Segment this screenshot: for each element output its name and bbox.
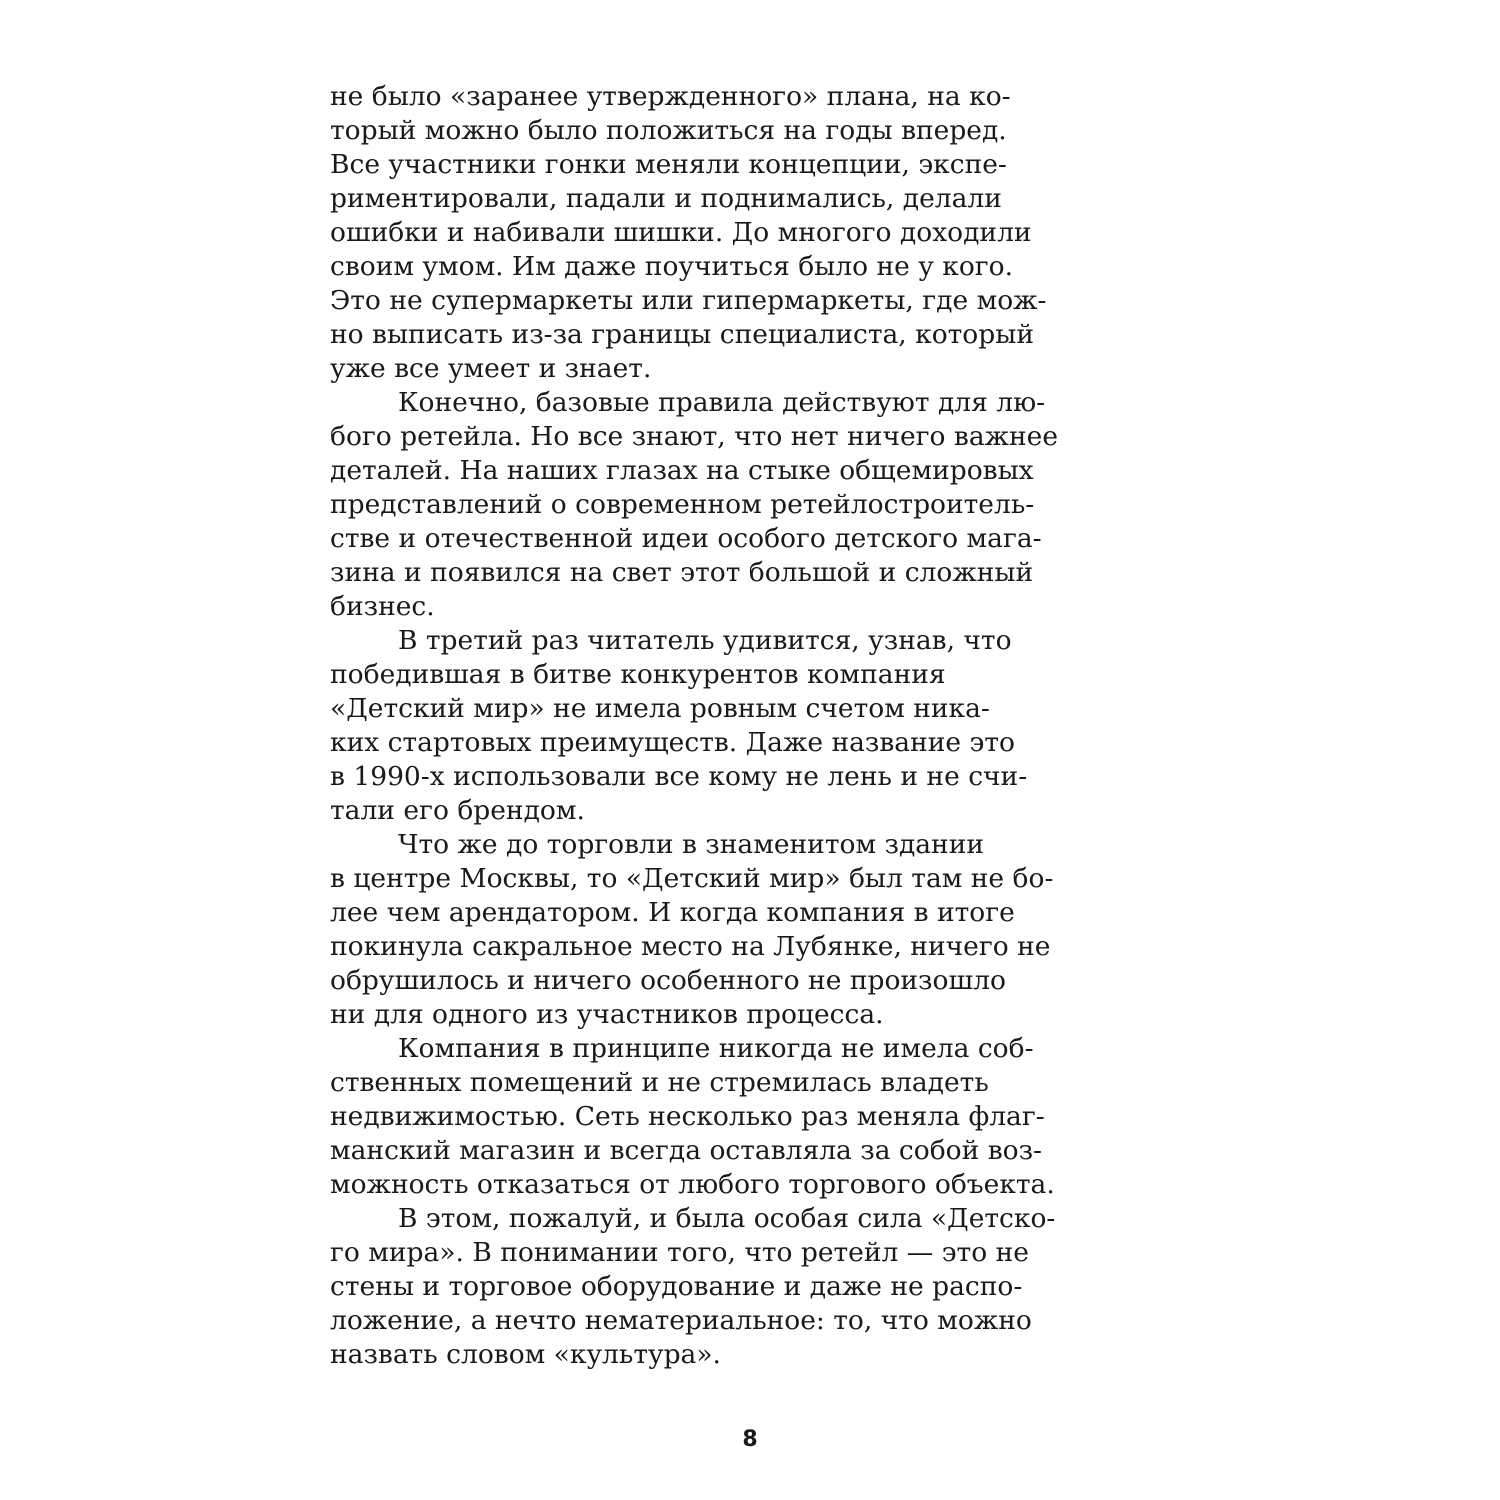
text-line: покинула сакральное место на Лубянке, ничего не <box>330 931 1051 962</box>
body-text <box>330 80 1090 1372</box>
text-line: деталей. На наших глазах на стыке общемировых <box>330 455 1034 486</box>
text-line: «Детский мир» не имела ровным счетом ника- <box>330 693 990 724</box>
text-line: не было «заранее утвержденного» плана, на ко- <box>330 81 1011 112</box>
text-line: бизнес. <box>330 591 435 622</box>
text-line: зина и появился на свет этот большой и сложный <box>330 557 1034 588</box>
text-line: Это не супермаркеты или гипермаркеты, где мож- <box>330 285 1047 316</box>
text-line: назвать словом «культура». <box>330 1339 721 1370</box>
text-line: обрушилось и ничего особенного не произошло <box>330 965 1006 996</box>
text-line: лее чем арендатором. И когда компания в итоге <box>330 897 1015 928</box>
text-line: ошибки и набивали шишки. До многого доходили <box>330 217 1032 248</box>
text-line: ственных помещений и не стремилась владеть <box>330 1067 989 1098</box>
text-line: торый можно было положиться на годы вперед. <box>330 115 1007 146</box>
text-line: своим умом. Им даже поучиться было не у кого. <box>330 251 1014 282</box>
text-line: в центре Москвы, то «Детский мир» был там не бо- <box>330 863 1054 894</box>
text-line: тали его брендом. <box>330 795 585 826</box>
text-line: Конечно, базовые правила действуют для лю- <box>398 387 1046 418</box>
text-line: недвижимостью. Сеть несколько раз меняла флаг- <box>330 1101 1045 1132</box>
text-line: в 1990-х использовали все кому не лень и не счи- <box>330 761 1028 792</box>
text-line: ложение, а нечто нематериальное: то, что можно <box>330 1305 1032 1336</box>
text-line: Компания в принципе никогда не имела соб- <box>398 1033 1034 1064</box>
text-line: В третий раз читатель удивится, узнав, что <box>398 625 1012 656</box>
page-number: 8 <box>742 1427 758 1452</box>
text-line: уже все умеет и знает. <box>330 353 652 384</box>
text-line: го мира». В понимании того, что ретейл — это не <box>330 1237 1029 1268</box>
text-line: Все участники гонки меняли концепции, экспе- <box>330 149 1007 180</box>
text-line: стены и торговое оборудование и даже не распо- <box>330 1271 1023 1302</box>
text-line: можность отказаться от любого торгового объекта. <box>330 1169 1055 1200</box>
text-line: В этом, пожалуй, и была особая сила «Детско- <box>398 1203 1056 1234</box>
text-line: но выписать из-за границы специалиста, который <box>330 319 1034 350</box>
text-line: бого ретейла. Но все знают, что нет ничего важнее <box>330 421 1059 452</box>
text-line: манский магазин и всегда оставляла за собой воз- <box>330 1135 1043 1166</box>
text-line: Что же до торговли в знаменитом здании <box>398 829 985 860</box>
text-line: стве и отечественной идеи особого детского мага- <box>330 523 1042 554</box>
text-line: ни для одного из участников процесса. <box>330 999 884 1030</box>
text-line: риментировали, падали и поднимались, делали <box>330 183 1002 214</box>
text-line: ких стартовых преимуществ. Даже название это <box>330 727 1015 758</box>
text-line: представлений о современном ретейлостроитель- <box>330 489 1035 520</box>
text-line: победившая в битве конкурентов компания <box>330 659 946 690</box>
